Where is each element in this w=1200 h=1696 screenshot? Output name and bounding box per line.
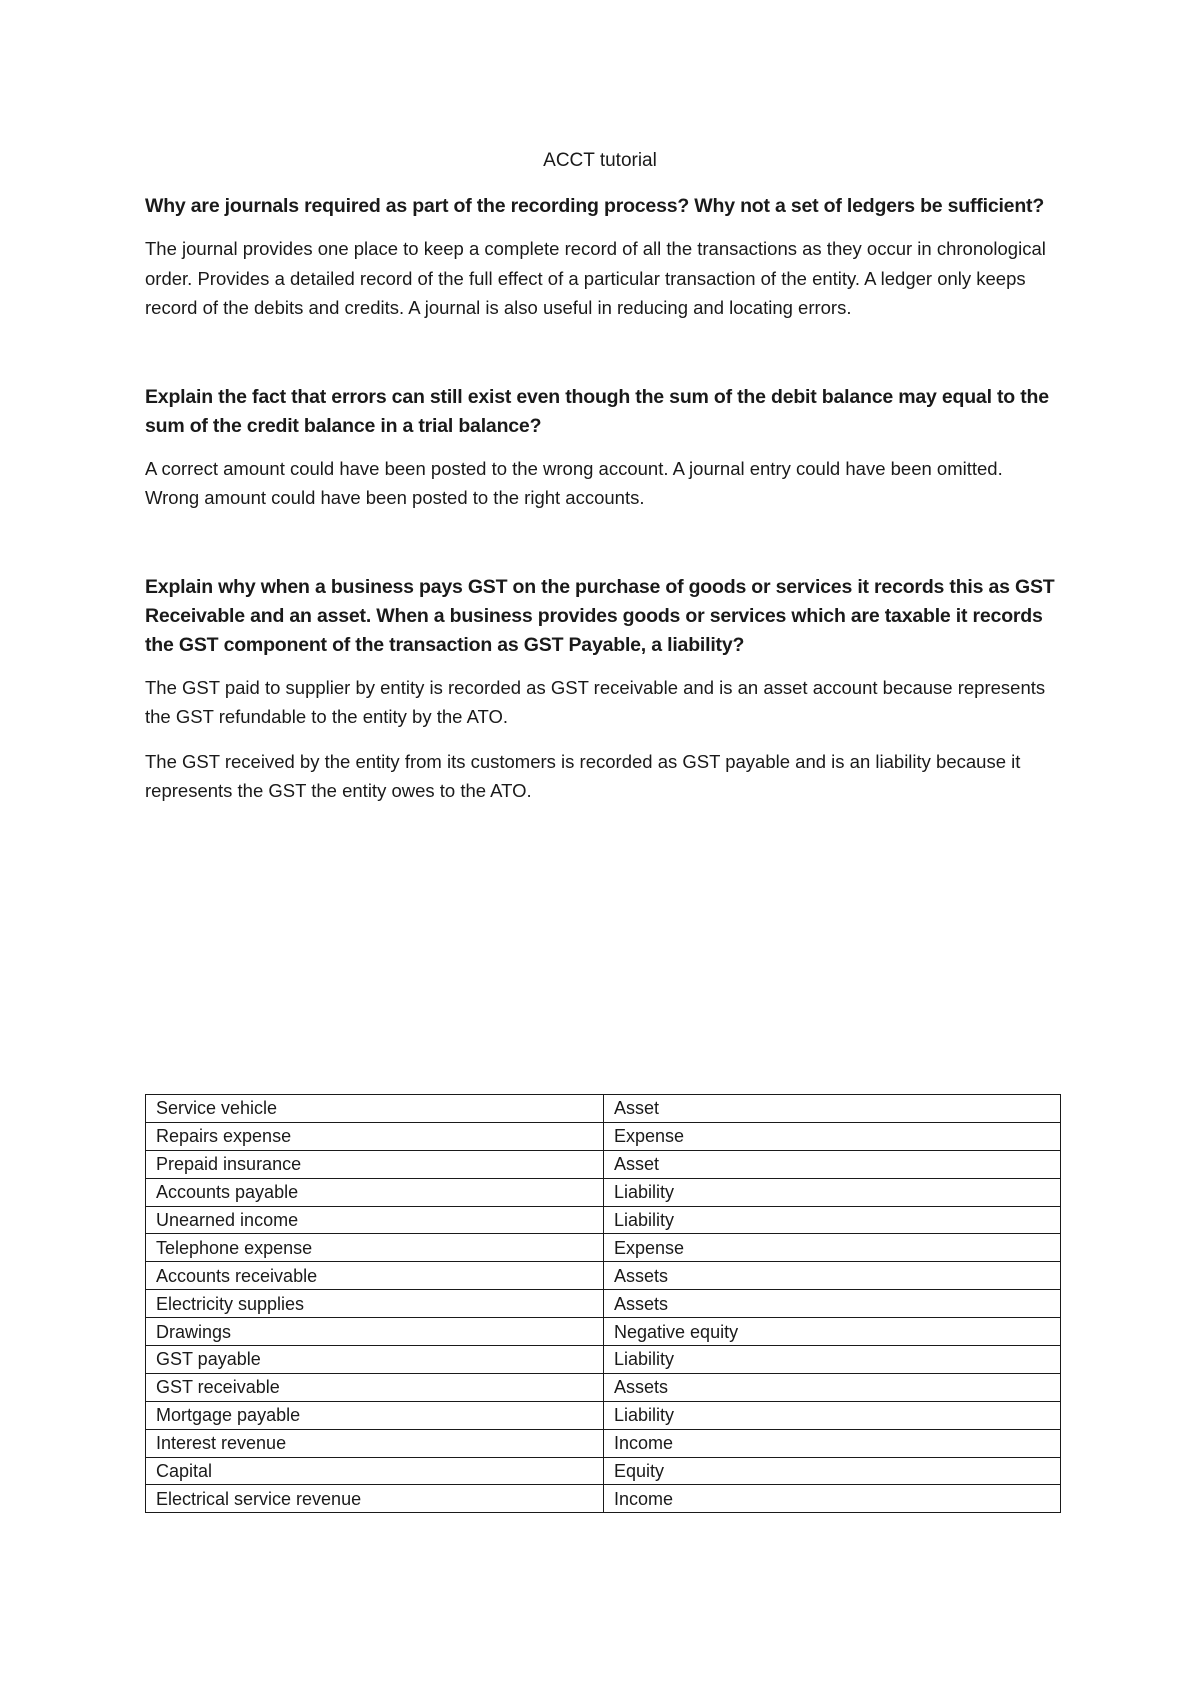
account-type-cell: Income (604, 1429, 1061, 1457)
question-1: Why are journals required as part of the recording process? Why not a set of ledgers be sufficient? (145, 195, 1045, 217)
account-name-cell: Service vehicle (146, 1095, 604, 1123)
account-type-cell: Liability (604, 1178, 1061, 1206)
account-type-cell: Income (604, 1485, 1061, 1513)
table-row (146, 1457, 1061, 1485)
table-row (146, 1234, 1061, 1262)
question-3: Explain why when a business pays GST on the purchase of goods or services it records this as GST Receivable and an asset. When a business provides goods or services which are taxable it records the GST component of the transaction as GST Payable, a liability? (145, 575, 1055, 656)
table-row (146, 1206, 1061, 1234)
answer-2: A correct amount could have been posted to the wrong account. A journal entry could have been omitted. Wrong amount could have been posted to the right accounts. (145, 457, 1003, 508)
section-gst (145, 573, 1060, 806)
table-row (146, 1178, 1061, 1206)
account-name-cell: Repairs expense (146, 1122, 604, 1150)
account-type-cell: Expense (604, 1234, 1061, 1262)
table-row (146, 1485, 1061, 1513)
question-2: Explain the fact that errors can still exist even though the sum of the debit balance may equal to the sum of the credit balance in a trial balance? (145, 385, 1049, 437)
account-name-cell: Unearned income (146, 1206, 604, 1234)
table-row (146, 1290, 1061, 1318)
section-journals (145, 192, 1060, 323)
document-body (145, 192, 1060, 806)
account-name-cell: Capital (146, 1457, 604, 1485)
account-type-cell: Asset (604, 1150, 1061, 1178)
section-trial-balance (145, 383, 1060, 513)
account-classification-table (145, 1094, 1061, 1513)
answer-3b: The GST received by the entity from its customers is recorded as GST payable and is an liability because it represents the GST the entity owes to the ATO. (145, 750, 1021, 801)
account-type-cell: Asset (604, 1095, 1061, 1123)
account-name-cell: Prepaid insurance (146, 1150, 604, 1178)
account-name-cell: Drawings (146, 1318, 604, 1346)
account-type-cell: Equity (604, 1457, 1061, 1485)
account-name-cell: Electricity supplies (146, 1290, 604, 1318)
table-row (146, 1095, 1061, 1123)
account-type-cell: Negative equity (604, 1318, 1061, 1346)
account-type-cell: Assets (604, 1262, 1061, 1290)
account-name-cell: Interest revenue (146, 1429, 604, 1457)
document-title: ACCT tutorial (543, 150, 657, 171)
account-type-cell: Assets (604, 1290, 1061, 1318)
account-type-cell: Liability (604, 1401, 1061, 1429)
account-name-cell: GST receivable (146, 1373, 604, 1401)
account-name-cell: Accounts receivable (146, 1262, 604, 1290)
account-name-cell: Mortgage payable (146, 1401, 604, 1429)
table-row (146, 1429, 1061, 1457)
table-row (146, 1373, 1061, 1401)
table-row (146, 1318, 1061, 1346)
answer-1: The journal provides one place to keep a complete record of all the transactions as they occur in chronological order. Provides a detailed record of the full effect of a particular transaction of the entity. A ledger only keeps record of the debits and credits. A journal is also useful in reducing and locating errors. (145, 238, 1046, 318)
table-row (146, 1401, 1061, 1429)
table-row (146, 1346, 1061, 1374)
account-type-cell: Assets (604, 1373, 1061, 1401)
table-row (146, 1262, 1061, 1290)
table-row (146, 1122, 1061, 1150)
account-type-cell: Liability (604, 1346, 1061, 1374)
answer-3a: The GST paid to supplier by entity is recorded as GST receivable and is an asset account because represents the GST refundable to the entity by the ATO. (145, 676, 1046, 727)
account-name-cell: GST payable (146, 1346, 604, 1374)
account-type-cell: Expense (604, 1122, 1061, 1150)
account-name-cell: Electrical service revenue (146, 1485, 604, 1513)
table-row (146, 1150, 1061, 1178)
account-type-cell: Liability (604, 1206, 1061, 1234)
account-name-cell: Telephone expense (146, 1234, 604, 1262)
account-name-cell: Accounts payable (146, 1178, 604, 1206)
